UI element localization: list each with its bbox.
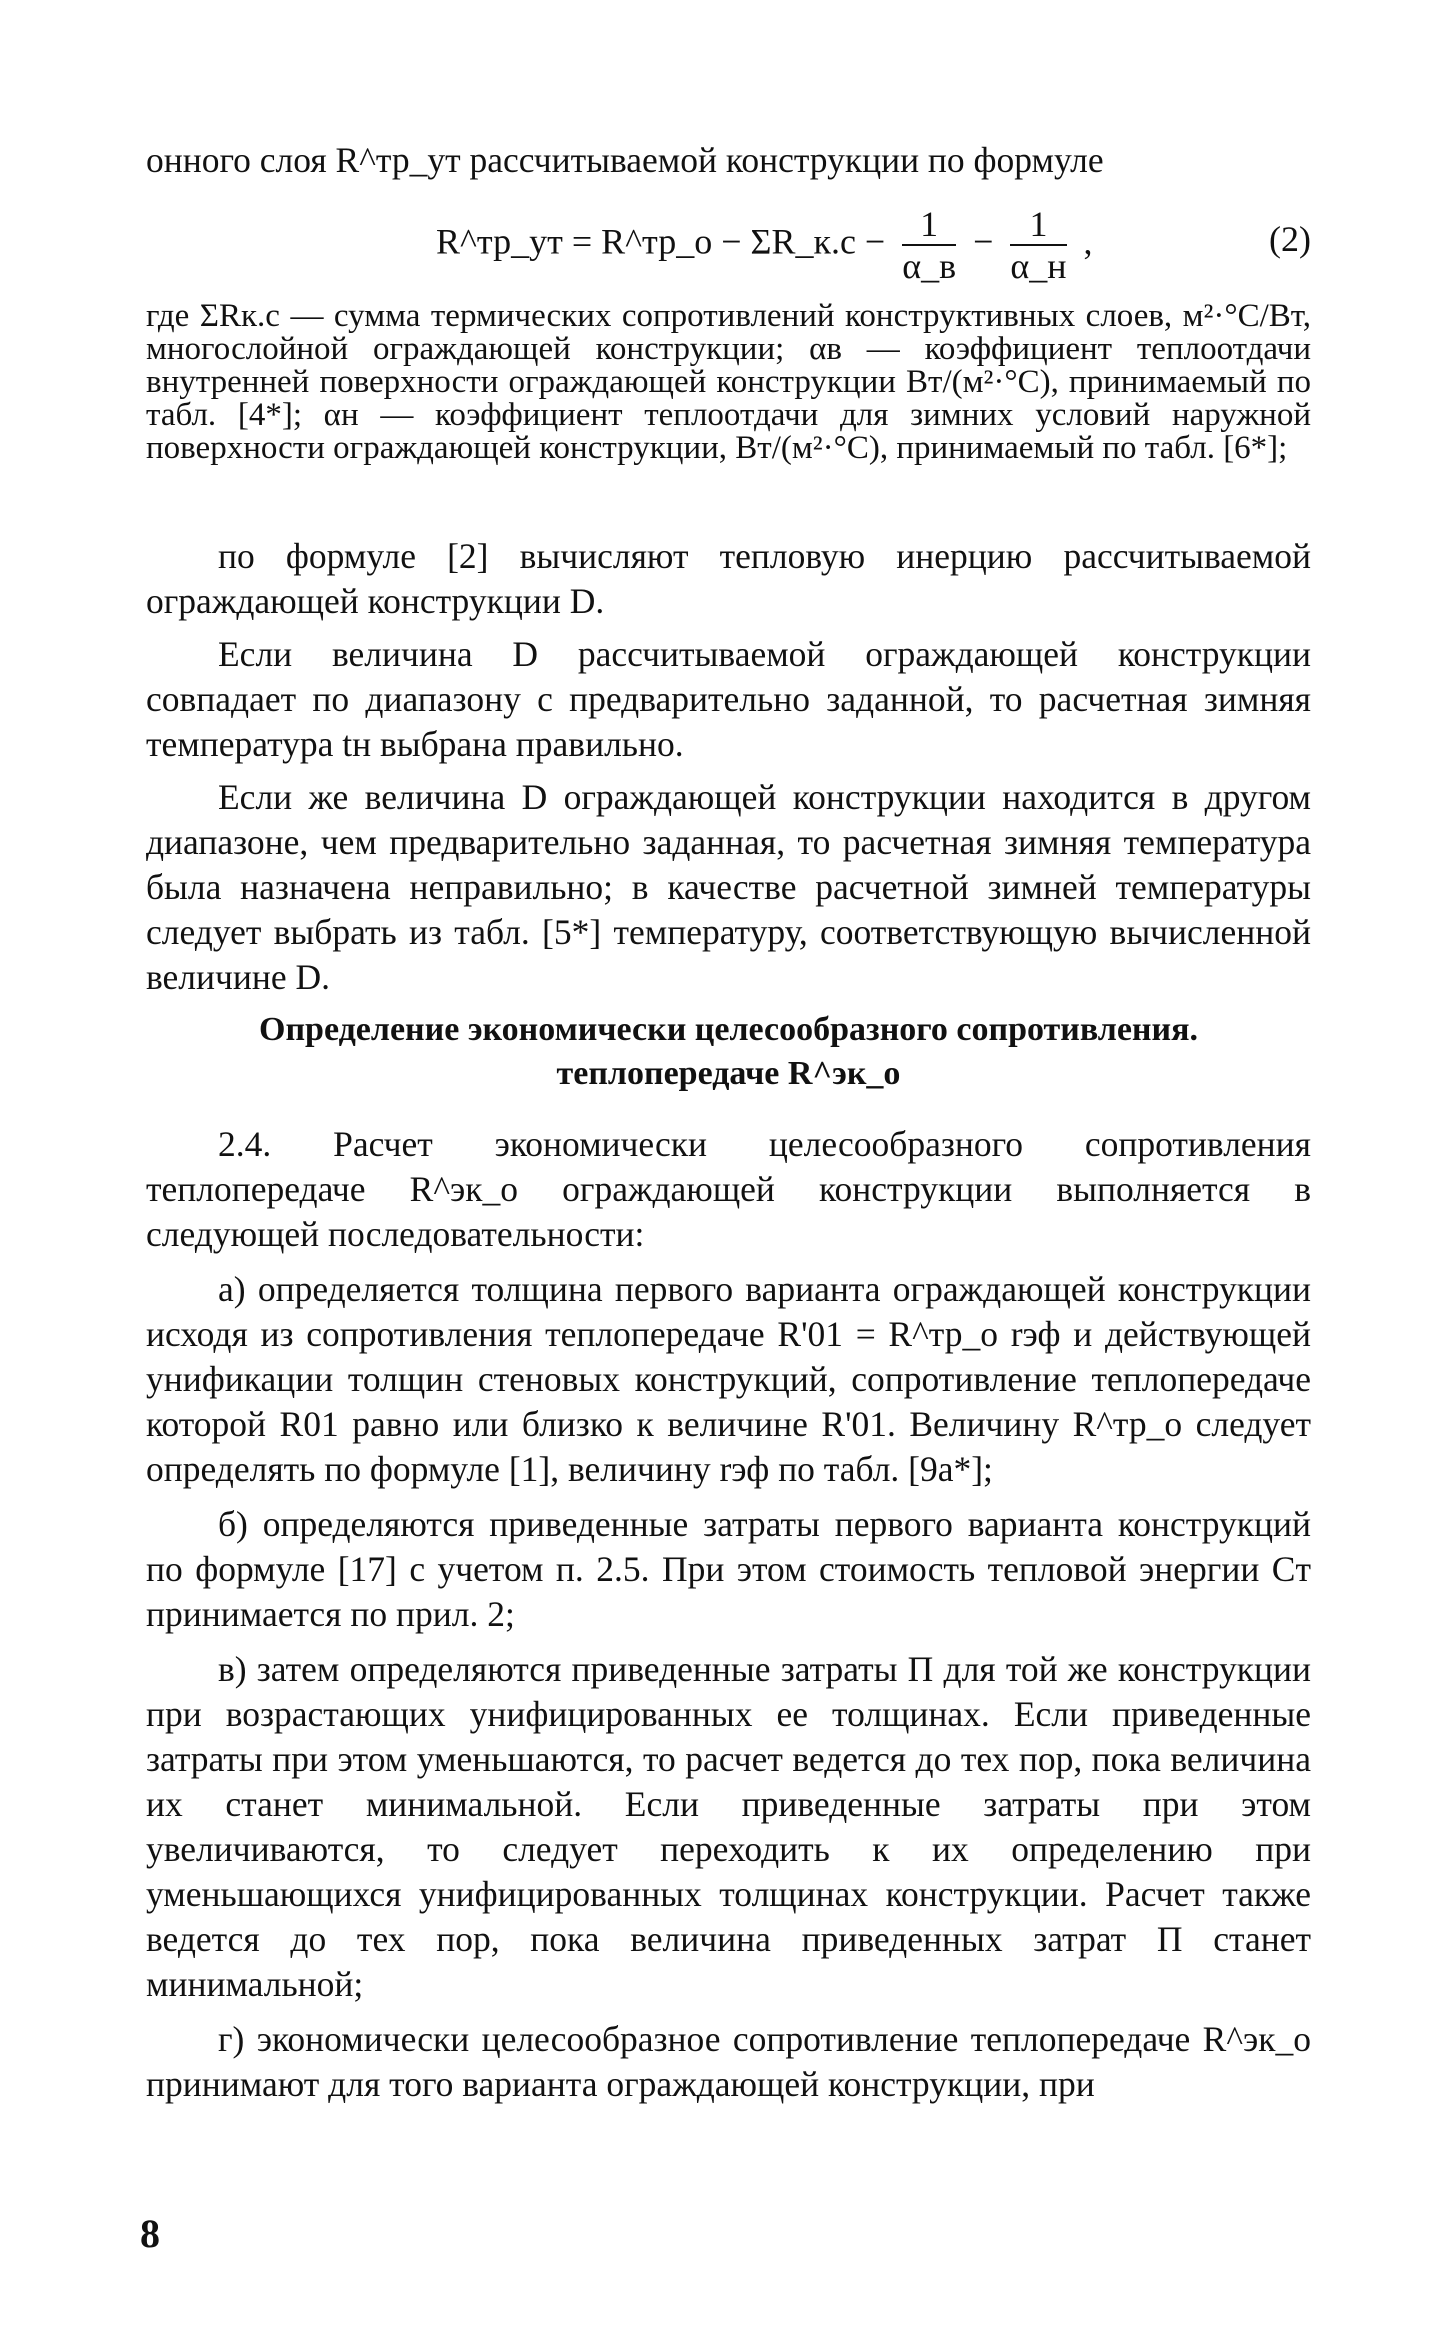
formula-2: [146, 196, 1311, 296]
paragraph: а) определяется толщина первого варианта ограждающей конструкции исходя из сопротивления теплопередаче R'01 = R^тр_о rэф и действующей унификации толщин стеновых конструкций, сопротивление теплопередаче которой R01 равно или близко к величине R'01. Величину R^тр_о следует определять по формуле [1], величину rэф по табл. [9а*];: [146, 1269, 1311, 1489]
fraction-1: [902, 204, 956, 286]
fraction-1-numerator: 1: [902, 204, 956, 246]
intro-line: [146, 138, 1311, 183]
heading-line-1: Определение экономически целесообразного сопротивления.: [259, 1011, 1198, 1048]
heading-line-2: теплопередаче R^эк_о: [556, 1055, 901, 1092]
paragraph: в) затем определяются приведенные затраты П для той же конструкции при возрастающих унифицированных ее толщинах. Если приведенные затраты при этом уменьшаются, то расчет ведется до тех пор, пока величина их станет минимальной. Если приведенные затраты при этом увеличиваются, то следует переходить к их определению при уменьшающихся унифицированных толщинах конструкции. Расчет также ведется до тех пор, пока величина приведенных затрат П станет минимальной;: [146, 1649, 1311, 2004]
formula-minus: −: [973, 221, 994, 262]
formula-number: (2): [1269, 219, 1311, 259]
section-heading: [146, 1008, 1311, 1096]
paragraph: по формуле [2] вычисляют тепловую инерцию рассчитываемой ограждающей конструкции D.: [146, 536, 1311, 621]
fraction-2: [1010, 204, 1066, 286]
formula-lhs: R^тр_ут: [436, 221, 563, 262]
body-section-2: [146, 1122, 1311, 2117]
formula-trail: ,: [1083, 221, 1093, 262]
page-number: 8: [140, 2211, 160, 2256]
fraction-1-denominator: α_в: [902, 246, 957, 286]
fraction-2-numerator: 1: [1010, 204, 1066, 246]
fraction-2-denominator: α_н: [1010, 246, 1067, 286]
where-text: где ΣRк.с — сумма термических сопротивлений конструктивных слоев, м²·°С/Вт, многослойной ограждающей конструкции; αв — коэффициент теплоотдачи внутренней поверхности ограждающей конструкции Вт/(м²·°С), принимаемый по табл. [4*]; αн — коэффициент теплоотдачи для зимних условий наружной поверхности ограждающей конструкции, Вт/(м²·°С), принимаемый по табл. [6*];: [146, 298, 1311, 466]
paragraph: 2.4. Расчет экономически целесообразного сопротивления теплопередаче R^эк_о ограждающей конструкции выполняется в следующей последовательности:: [146, 1124, 1311, 1254]
paragraph: б) определяются приведенные затраты первого варианта конструкций по формуле [17] с учетом п. 2.5. При этом стоимость тепловой энергии Cт принимается по прил. 2;: [146, 1504, 1311, 1634]
paragraph: Если же величина D ограждающей конструкции находится в другом диапазоне, чем предварительно заданная, то расчетная зимняя температура была назначена неправильно; в качестве расчетной зимней температуры следует выбрать из табл. [5*] температуру, соответствующую вычисленной величине D.: [146, 777, 1311, 997]
intro-text: онного слоя R^тр_ут рассчитываемой конструкции по формуле: [146, 140, 1104, 180]
paragraph: г) экономически целесообразное сопротивление теплопередаче R^эк_о принимают для того варианта ограждающей конструкции, при: [146, 2019, 1311, 2104]
formula-rhs-start: = R^тр_о − ΣR_к.с −: [571, 221, 886, 262]
formula-expression: [436, 204, 1093, 286]
where-block: [146, 300, 1311, 465]
paragraph: Если величина D рассчитываемой ограждающей конструкции совпадает по диапазону с предварительно заданной, то расчетная зимняя температура tн выбрана правильно.: [146, 634, 1311, 764]
body-section-1: [146, 534, 1311, 1008]
